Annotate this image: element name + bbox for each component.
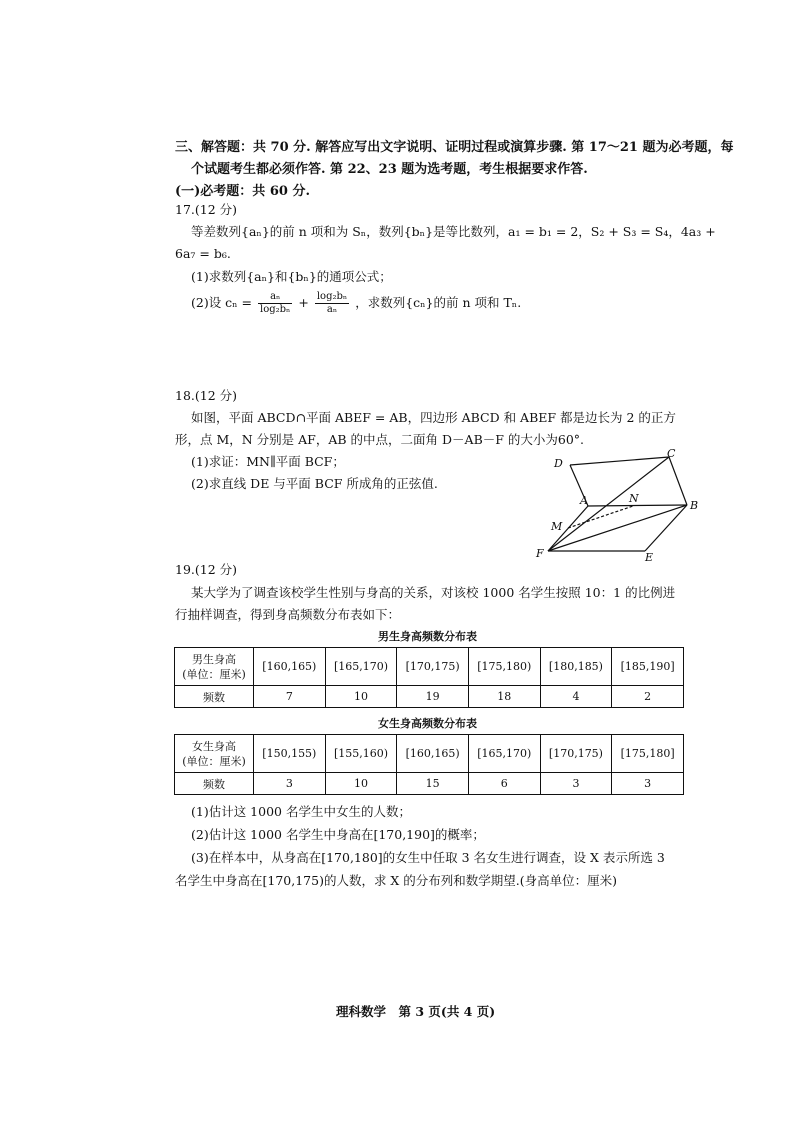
label-D: D [554, 457, 563, 470]
male-table-header-bottom: (单位：厘米) [182, 667, 246, 681]
q18-line1: 如图，平面 ABCD∩平面 ABEF = AB，四边形 ABCD 和 ABEF 都是边长为 2 的正方 [191, 410, 676, 425]
q19-label: 19.(12 分) [175, 562, 238, 577]
female-freq-label: 频数 [175, 773, 254, 795]
q19-part3-line1: (3)在样本中，从身高在[170,180]的女生中任取 3 名女生进行调查，设 X 表示所选 3 [191, 850, 665, 865]
section-heading-line2: 个试题考生都必须作答. 第 22、23 题为选考题，考生根据要求作答. [191, 162, 588, 177]
female-table-interval-row [175, 735, 684, 773]
q17-plus: + [298, 295, 309, 310]
female-count-cell: 10 [325, 773, 397, 795]
section-heading-line1: 三、解答题：共 70 分. 解答应写出文字说明、证明过程或演算步骤. 第 17～21 题为必考题，每 [175, 140, 734, 155]
q17-label: 17.(12 分) [175, 202, 238, 217]
male-table-caption: 男生身高频数分布表 [378, 630, 477, 643]
q18-part2: (2)求直线 DE 与平面 BCF 所成角的正弦值. [191, 476, 438, 491]
female-count-cell: 15 [397, 773, 469, 795]
male-interval-cell: [175,180) [468, 648, 540, 686]
male-table-interval-row [175, 648, 684, 686]
label-A: A [580, 494, 588, 507]
female-height-table [174, 734, 684, 795]
female-count-cell: 3 [612, 773, 684, 795]
male-count-cell: 19 [397, 686, 469, 708]
q17-part1: (1)求数列{aₙ}和{bₙ}的通项公式； [191, 269, 392, 284]
geometry-figure [530, 448, 710, 568]
female-count-cell: 3 [254, 773, 326, 795]
q17-fraction-2-numerator: log₂bₙ [316, 291, 348, 302]
label-E: E [645, 551, 654, 564]
q19-line2: 行抽样调查，得到身高频数分布表如下： [175, 607, 401, 622]
edge-AB [588, 505, 687, 506]
q19-line1: 某大学为了调查该校学生性别与身高的关系，对该校 1000 名学生按照 10：1 的比例进 [191, 585, 676, 600]
male-interval-cell: [165,170) [325, 648, 397, 686]
segment-FC [548, 457, 669, 551]
male-count-cell: 2 [612, 686, 684, 708]
q17-fraction-2 [315, 291, 349, 316]
male-count-cell: 7 [254, 686, 326, 708]
label-N: N [629, 492, 639, 505]
q17-part2-prefix: (2)设 cₙ = [191, 295, 253, 310]
q19-part3-line2: 名学生中身高在[170,175)的人数，求 X 的分布列和数学期望.(身高单位：厘米) [175, 873, 618, 888]
male-interval-cell: [185,190] [612, 648, 684, 686]
label-M: M [551, 520, 563, 533]
female-table-header-bottom: (单位：厘米) [182, 754, 246, 768]
male-table-header-top: 男生身高 [192, 652, 236, 666]
edge-DC [570, 457, 669, 465]
q17-part2-suffix: ，求数列{cₙ}的前 n 项和 Tₙ. [355, 295, 522, 310]
q17-line2: 6a₇ = b₆. [175, 246, 231, 261]
male-freq-label: 频数 [175, 686, 254, 708]
q18-label: 18.(12 分) [175, 388, 238, 403]
label-F: F [536, 547, 544, 560]
female-interval-cell: [155,160) [325, 735, 397, 773]
male-table-header-cell [175, 648, 254, 686]
q19-part2: (2)估计这 1000 名学生中身高在[170,190]的概率； [191, 827, 485, 842]
q17-line1: 等差数列{aₙ}的前 n 项和为 Sₙ，数列{bₙ}是等比数列，a₁ = b₁ = 2，S₂ + S₃ = S₄，4a₃ + [191, 224, 716, 239]
page-footer: 理科数学 第 3 页(共 4 页) [336, 1004, 496, 1019]
male-count-cell: 18 [468, 686, 540, 708]
label-B: B [690, 499, 699, 512]
female-interval-cell: [170,175) [540, 735, 612, 773]
male-height-table [174, 647, 684, 708]
required-section-label: (一)必考题：共 60 分. [175, 184, 310, 199]
female-table-header-top: 女生身高 [192, 739, 236, 753]
q18-part1: (1)求证：MN∥平面 BCF； [191, 454, 345, 469]
q19-part1: (1)估计这 1000 名学生中女生的人数； [191, 804, 411, 819]
q17-fraction-2-denominator: aₙ [326, 304, 338, 315]
label-C: C [667, 448, 676, 460]
female-count-cell: 6 [468, 773, 540, 795]
male-count-cell: 4 [540, 686, 612, 708]
male-interval-cell: [160,165) [254, 648, 326, 686]
q17-fraction-1-denominator: log₂bₙ [260, 304, 291, 315]
q17-fraction-1-numerator: aₙ [258, 291, 292, 304]
female-table-count-row [175, 773, 684, 795]
female-table-caption: 女生身高频数分布表 [378, 717, 477, 730]
q18-line2: 形，点 M，N 分别是 AF，AB 的中点，二面角 D－AB－F 的大小为60°. [175, 432, 585, 447]
q17-part2 [191, 288, 521, 318]
female-interval-cell: [165,170) [468, 735, 540, 773]
female-count-cell: 3 [540, 773, 612, 795]
female-interval-cell: [160,165) [397, 735, 469, 773]
female-interval-cell: [150,155) [254, 735, 326, 773]
male-interval-cell: [180,185) [540, 648, 612, 686]
edge-CB [669, 457, 687, 505]
male-interval-cell: [170,175) [397, 648, 469, 686]
female-interval-cell: [175,180] [612, 735, 684, 773]
male-count-cell: 10 [325, 686, 397, 708]
q17-fraction-1 [258, 291, 292, 316]
male-table-count-row [175, 686, 684, 708]
female-table-header-cell [175, 735, 254, 773]
